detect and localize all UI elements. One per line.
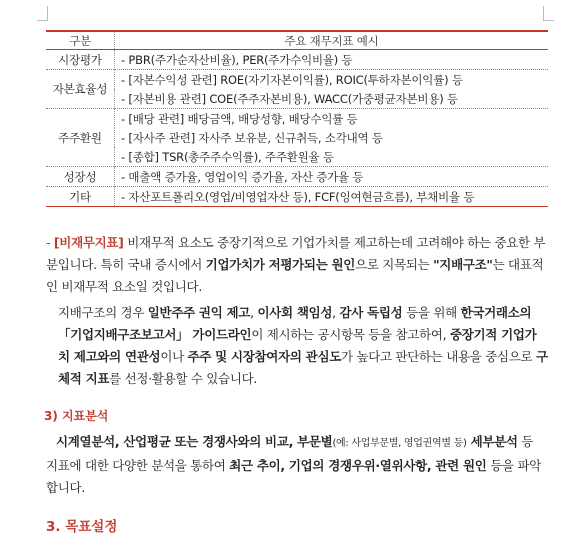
row-line: - [자본비용 관련] COE(주주자본비용), WACC(가중평균자본비용) 등 — [121, 91, 458, 106]
table-row — [46, 89, 548, 109]
row-line: - [자본수익성 관련] ROE(자기자본이익률), ROIC(투하자본이익률) 등 — [115, 70, 549, 90]
table-row — [46, 70, 548, 90]
bold-run: 일반주주 권익 제고 — [147, 305, 251, 320]
analysis-heading: 3) 지표분석 — [44, 409, 109, 423]
row-category: 자본효율성 — [46, 70, 115, 109]
bold-run: "지배구조" — [433, 257, 493, 272]
text-run: 으로 지목되는 — [355, 257, 434, 272]
table-row — [46, 187, 548, 207]
header-category: 구분 — [46, 31, 115, 50]
bold-run: 이사회 책임성 — [257, 305, 333, 320]
row-line: - [자사주 관련] 자사주 보유분, 신규취득, 소각내역 등 — [121, 130, 383, 145]
text-run: 이 제시하는 공시항목 등을 참고하여, — [251, 327, 450, 342]
row-category: 시장평가 — [46, 50, 115, 70]
small-run: (예: 사업부문별, 영업권역별 등) — [332, 438, 467, 449]
text-run: 를 선정·활용할 수 있습니다. — [109, 371, 258, 386]
text-run: 등 지표에 대한 다양한 분석을 통하여 — [46, 434, 534, 473]
bold-run: 감사 독립성 — [339, 305, 403, 320]
bold-run: 기업가치가 저평가되는 원인 — [205, 257, 356, 272]
text-run: 이나 — [160, 349, 188, 364]
bold-run: 중장기적 기업가치 제고와의 연관성 — [58, 327, 537, 364]
table-row — [46, 50, 548, 70]
table-row — [46, 147, 548, 167]
text-run: 등을 파악합니다. — [46, 458, 542, 495]
row-line: - 자산포트폴리오(영업/비영업자산 등), FCF(잉여현금흐름), 부채비율 등 — [115, 187, 549, 207]
table-row — [46, 167, 548, 187]
bold-run: 구체적 지표 — [58, 349, 548, 386]
table-header-row — [46, 31, 548, 50]
row-category: 주주환원 — [46, 109, 115, 167]
nonfinancial-label: [비재무지표] — [53, 235, 124, 250]
row-line: - PBR(주가순자산비율), PER(주가수익비율) 등 — [121, 52, 353, 67]
text-run: , — [332, 305, 340, 320]
bold-run: 세부분석 — [466, 434, 518, 449]
text-run: 는 대표적인 비재무적 요소일 것입니다. — [46, 257, 544, 294]
page-corner-mark-right — [543, 6, 554, 21]
bold-run: 최근 추이, 기업의 경쟁우위·열위사항, 관련 원인 — [229, 458, 487, 473]
row-line: - [종합] TSR(총주주수익률), 주주환원율 등 — [121, 149, 334, 164]
text-run: 지배구조의 경우 — [58, 305, 148, 320]
table-row — [46, 128, 548, 147]
header-example: 주요 재무지표 예시 — [115, 31, 549, 50]
row-category: 기타 — [46, 187, 115, 207]
bold-run: 주주 및 시장참여자의 관심도 — [187, 349, 342, 364]
page-corner-mark-left — [37, 6, 48, 21]
bold-run: 한국거래소의 「기업지배구조보고서」 가이드라인 — [58, 305, 532, 342]
row-line: - [배당 관련] 배당금액, 배당성향, 배당수익률 등 — [115, 109, 549, 129]
row-line: - 매출액 증가율, 영업이익 증가율, 자산 증가율 등 — [115, 167, 549, 187]
text-run: 등을 위해 — [402, 305, 461, 320]
text-run: 가 높다고 판단하는 내용을 중심으로 — [341, 349, 537, 364]
section-title: 3. 목표설정 — [46, 519, 118, 535]
bold-run: 시계열분석, 산업평균 또는 경쟁사와의 비교, 부문별 — [56, 434, 333, 449]
nonfinancial-paragraph — [46, 232, 548, 298]
text-run: , — [250, 305, 258, 320]
table-row — [46, 109, 548, 129]
financial-metrics-table — [46, 30, 548, 207]
text-run: 비재무적 요소도 중장기적으로 기업가치를 제고하는데 고려해야 하는 중요한 부분입니다. 특히 국내 증시에서 — [46, 235, 546, 272]
governance-paragraph — [58, 302, 548, 390]
analysis-paragraph — [46, 431, 548, 499]
bullet-dash: - — [46, 235, 54, 250]
row-category: 성장성 — [46, 167, 115, 187]
